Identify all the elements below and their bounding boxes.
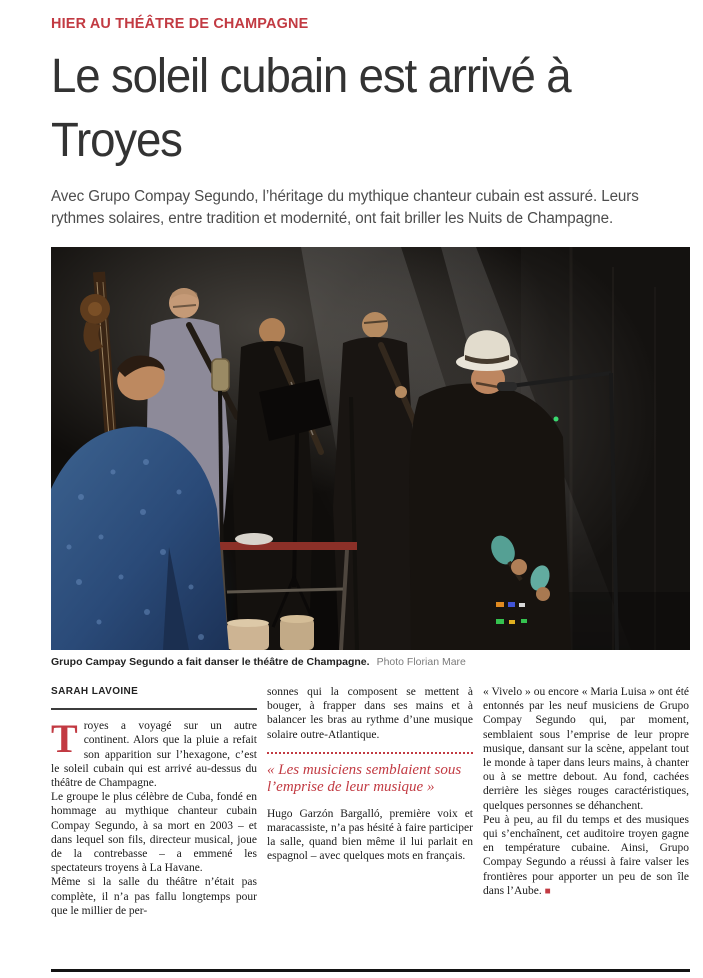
drop-cap: T bbox=[51, 716, 78, 762]
photo-credit: Photo Florian Mare bbox=[376, 656, 466, 668]
paragraph-text: Peu à peu, au fil du temps et des musiques qui s’enchaînent, cet auditoire troyen gagne en température cubaine. Ainsi, Grupo Compay Segundo a réussi à faire valser les frontières pour apporter un peu de son île dans l’Aube. bbox=[483, 813, 689, 897]
concert-photo bbox=[51, 247, 690, 650]
article-body bbox=[51, 685, 690, 918]
bottom-rule bbox=[51, 969, 690, 972]
byline: SARAH LAVOINE bbox=[51, 685, 257, 710]
paragraph: sonnes qui la composent se mettent à bouger, à frapper dans ses mains et à balancer les bras au rythme d’une musique solaire outre-Atlantique. bbox=[267, 686, 473, 741]
column-3 bbox=[483, 685, 689, 918]
photo-caption bbox=[51, 656, 690, 668]
paragraph: « Vivelo » ou encore « Maria Luisa » ont été entonnés par les neuf musiciens de Grupo Compay Segundo qui, par moment, semblaient sous l’emprise de leur propre musique, dansant sur la scène, appelant tout le monde à taper dans leurs mains, à chanter ou à se mettre debout. Au fond, cachées derrière les sièges rouges caractéristiques, quelques personnes se déhanchent. bbox=[483, 686, 689, 812]
pull-quote: « Les musiciens semblaient sous l’emprise de leur musique » bbox=[267, 761, 462, 796]
paragraph-text: royes a voyagé sur un autre continent. Alors que la pluie a refait son apparition sur l’hexagone, c’est le soleil cubain qui est arrivé au-dessus du théâtre de Champagne. bbox=[51, 720, 257, 790]
paragraph bbox=[483, 813, 689, 899]
column-2 bbox=[267, 685, 473, 918]
paragraph: Hugo Garzón Bargalló, première voix et maracassiste, n’a pas hésité à faire participer la salle, quand bien même il lui parlait en espagnol – avec quelques mots en français. bbox=[267, 807, 473, 863]
paragraph bbox=[51, 716, 257, 790]
lede-paragraph: Avec Grupo Compay Segundo, l’héritage du mythique chanteur cubain est assuré. Leurs rythmes solaires, entre tradition et modernité, ont fait briller les Nuits de Champagne. bbox=[51, 188, 639, 227]
article-page bbox=[51, 0, 690, 918]
paragraph: Le groupe le plus célèbre de Cuba, fondé en hommage au mythique chanteur cubain Compay Segundo, à sa mort en 2003 – et dans lequel son fils, directeur musical, joue de la contrebasse – a emmené les spectateurs troyens à La Havane. bbox=[51, 791, 257, 875]
kicker: HIER AU THÉÂTRE DE CHAMPAGNE bbox=[51, 15, 309, 32]
page-title: Le soleil cubain est arrivé à Troyes bbox=[51, 50, 571, 167]
pullquote-divider bbox=[267, 752, 473, 754]
end-mark: ■ bbox=[544, 885, 551, 897]
paragraph: Même si la salle du théâtre n’était pas complète, il n’a pas fallu longtemps pour que le millier de per- bbox=[51, 876, 257, 917]
column-1 bbox=[51, 685, 257, 918]
photo-caption-text: Grupo Campay Segundo a fait danser le théâtre de Champagne. bbox=[51, 656, 370, 668]
